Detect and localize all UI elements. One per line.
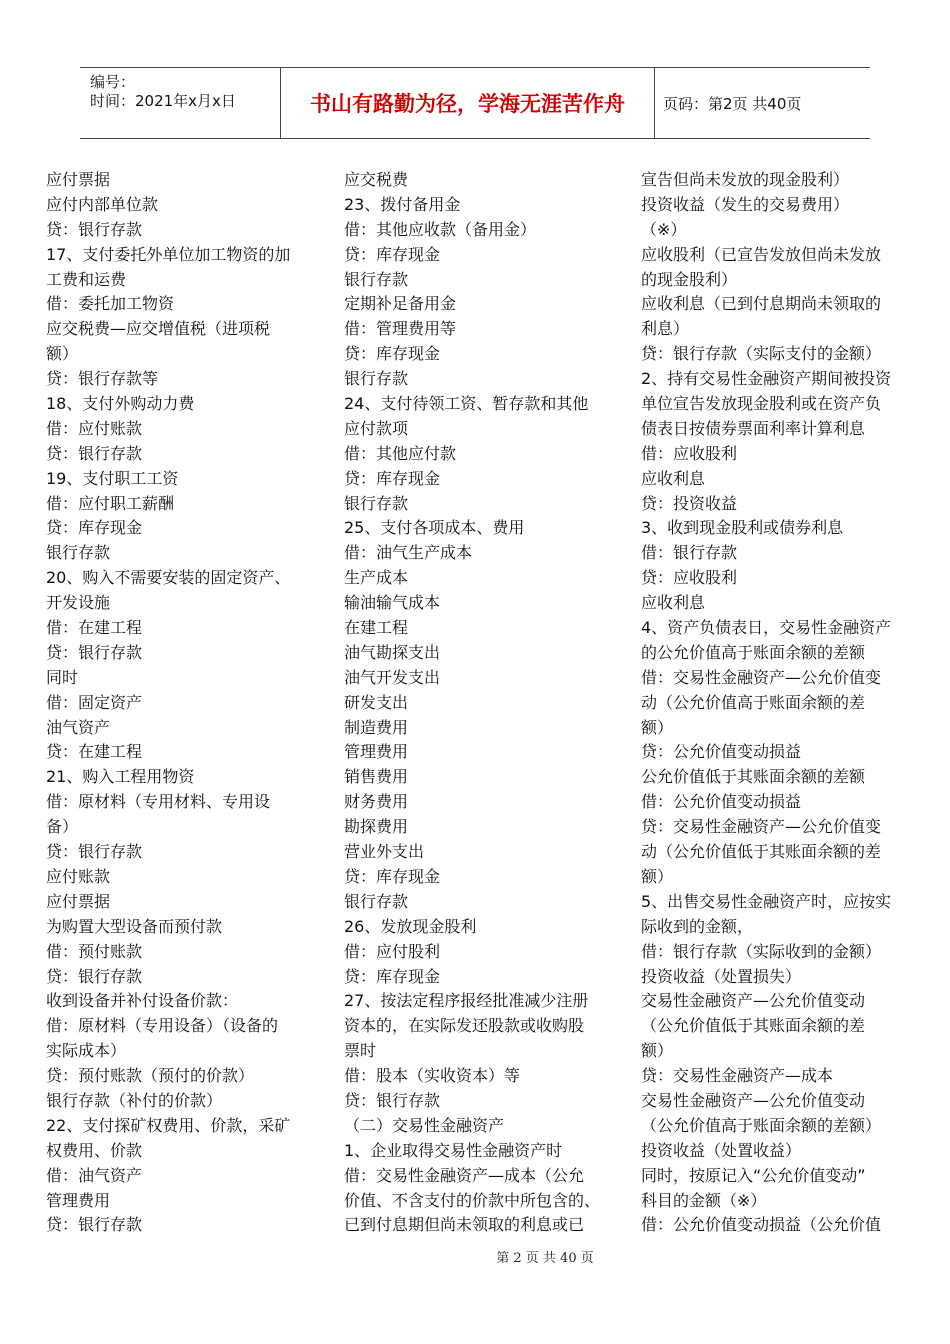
text-line: 额）: [641, 717, 674, 737]
text-line: 应交税费—应交增值税（进项税: [46, 319, 271, 339]
text-line: 18、支付外购动力费: [46, 394, 195, 414]
text-line: 借：应付账款: [46, 418, 143, 438]
text-line: 借：应付职工薪酬: [46, 493, 175, 513]
text-line: 应付票据: [46, 170, 111, 189]
text-line: 已到付息期但尚未领取的利息或已: [344, 1215, 585, 1235]
text-line: 银行存款: [344, 891, 409, 911]
text-line: 贷：库存现金: [344, 344, 441, 364]
text-line: 油气开发支出: [344, 667, 441, 687]
text-column-1: [46, 168, 312, 1238]
text-line: 备）: [46, 817, 79, 837]
text-line: 价值、不含支付的价款中所包含的、: [344, 1190, 601, 1210]
text-line: 贷：银行存款等: [46, 369, 159, 389]
text-line: 营业外支出: [344, 842, 425, 862]
text-line: 19、支付职工工资: [46, 468, 179, 488]
text-line: 输油输气成本: [344, 593, 441, 613]
text-line: 借：股本（实收资本）等: [344, 1066, 521, 1086]
text-line: 借：委托加工物资: [46, 294, 175, 314]
text-line: 制造费用: [344, 717, 409, 737]
text-line: 资本的，在实际发还股款或收购股: [344, 1016, 585, 1036]
text-line: 同时，按原记入“公允价值变动”: [641, 1165, 866, 1185]
text-line: 贷：银行存款: [46, 219, 143, 239]
text-line: 销售费用: [344, 767, 409, 787]
text-line: 实际成本）: [46, 1041, 127, 1061]
text-line: 2、持有交易性金融资产期间被投资: [641, 369, 892, 389]
header-page-cell: [655, 68, 870, 138]
text-line: 贷：银行存款: [46, 966, 143, 986]
text-line: 在建工程: [344, 618, 409, 638]
text-line: 银行存款: [46, 543, 111, 563]
text-line: 生产成本: [344, 568, 409, 588]
text-line: 贷：在建工程: [46, 742, 143, 762]
text-line: 利息）: [641, 319, 690, 339]
text-line: 21、购入工程用物资: [46, 767, 195, 787]
text-line: 借：公允价值变动损益（公允价值: [641, 1215, 882, 1235]
text-line: （※）: [641, 219, 687, 239]
text-line: 勘探费用: [344, 817, 409, 837]
text-line: 应交税费: [344, 170, 409, 189]
text-line: 25、支付各项成本、费用: [344, 518, 525, 538]
text-line: 17、支付委托外单位加工物资的加: [46, 244, 291, 264]
text-line: 贷：银行存款: [46, 443, 143, 463]
text-line: 贷：应收股利: [641, 568, 738, 588]
text-line: 贷：银行存款（实际支付的金额）: [641, 344, 882, 364]
text-line: 26、发放现金股利: [344, 916, 477, 936]
document-number-label: 编号：: [90, 73, 136, 91]
text-line: 应付内部单位款: [46, 194, 159, 214]
text-line: 研发支出: [344, 692, 409, 712]
text-line: 财务费用: [344, 792, 409, 812]
text-line: 工费和运费: [46, 269, 127, 289]
text-column-2: [344, 168, 610, 1238]
header-page-info: 页码：第2页 共40页: [663, 94, 802, 113]
text-line: 额）: [46, 344, 79, 364]
text-line: 借：交易性金融资产—公允价值变: [641, 667, 882, 687]
text-line: 贷：银行存款: [344, 1090, 441, 1110]
text-line: 贷：银行存款: [46, 842, 143, 862]
text-line: 单位宣告发放现金股利或在资产负: [641, 394, 882, 414]
text-column-3: [641, 168, 907, 1238]
text-line: 23、拨付备用金: [344, 194, 461, 214]
motto-text: 书山有路勤为径，学海无涯苦作舟: [310, 91, 625, 116]
header-meta-cell: [80, 68, 281, 138]
text-line: 银行存款: [344, 369, 409, 389]
text-line: 额）: [641, 1041, 674, 1061]
text-line: 收到设备并补付设备价款：: [46, 991, 239, 1011]
text-line: 贷：公允价值变动损益: [641, 742, 802, 762]
text-line: （公允价值低于其账面余额的差: [641, 1016, 866, 1036]
page-header: [80, 67, 870, 139]
text-line: 借：应收股利: [641, 443, 738, 463]
text-line: 应收利息: [641, 593, 706, 613]
text-line: 3、收到现金股利或债券利息: [641, 518, 844, 538]
text-line: 贷：库存现金: [344, 468, 441, 488]
text-line: 借：油气资产: [46, 1165, 143, 1185]
text-line: 动（公允价值高于账面余额的差: [641, 692, 866, 712]
text-line: 管理费用: [344, 742, 409, 762]
text-line: 贷：投资收益: [641, 493, 738, 513]
text-line: 借：原材料（专用设备）（设备的: [46, 1016, 279, 1036]
text-line: 权费用、价款: [46, 1140, 143, 1160]
text-line: （二）交易性金融资产: [344, 1115, 505, 1135]
text-line: （公允价值高于账面余额的差额）: [641, 1115, 882, 1135]
text-line: 借：固定资产: [46, 692, 143, 712]
text-line: 贷：交易性金融资产—公允价值变: [641, 817, 882, 837]
text-line: 投资收益（处置收益）: [641, 1140, 802, 1160]
text-line: 管理费用: [46, 1190, 111, 1210]
text-line: 交易性金融资产—公允价值变动: [641, 991, 866, 1011]
text-line: 1、企业取得交易性金融资产时: [344, 1140, 563, 1160]
text-line: 20、购入不需要安装的固定资产、: [46, 568, 291, 588]
text-line: 银行存款: [344, 269, 409, 289]
text-line: 应收股利（已宣告发放但尚未发放: [641, 244, 882, 264]
text-line: 借：公允价值变动损益: [641, 792, 802, 812]
text-line: 贷：库存现金: [344, 966, 441, 986]
text-line: 投资收益（处置损失）: [641, 966, 802, 986]
text-line: 动（公允价值低于其账面余额的差: [641, 842, 882, 862]
text-line: 借：在建工程: [46, 618, 143, 638]
text-line: 贷：库存现金: [46, 518, 143, 538]
text-line: 借：银行存款: [641, 543, 738, 563]
text-line: 的现金股利）: [641, 269, 738, 289]
header-motto-cell: [281, 68, 655, 138]
text-line: 贷：预付账款（预付的价款）: [46, 1066, 255, 1086]
text-line: 借：其他应收款（备用金）: [344, 219, 537, 239]
text-line: 应付账款: [46, 866, 111, 886]
text-line: 5、出售交易性金融资产时，应按实: [641, 891, 892, 911]
text-line: 4、资产负债表日，交易性金融资产: [641, 618, 892, 638]
text-line: 贷：银行存款: [46, 642, 143, 662]
text-line: 借：预付账款: [46, 941, 143, 961]
text-line: 27、按法定程序报经批准减少注册: [344, 991, 589, 1011]
text-line: 贷：交易性金融资产—成本: [641, 1066, 834, 1086]
text-line: 应付票据: [46, 891, 111, 911]
text-line: 的公允价值高于账面余额的差额: [641, 642, 866, 662]
text-line: 贷：银行存款: [46, 1215, 143, 1235]
text-line: 宣告但尚未发放的现金股利）: [641, 170, 850, 189]
text-line: 投资收益（发生的交易费用）: [641, 194, 850, 214]
text-line: 公允价值低于其账面余额的差额: [641, 767, 866, 787]
text-line: 借：油气生产成本: [344, 543, 473, 563]
text-line: 借：应付股利: [344, 941, 441, 961]
text-line: 银行存款（补付的价款）: [46, 1090, 223, 1110]
text-line: 交易性金融资产—公允价值变动: [641, 1090, 866, 1110]
text-line: 同时: [46, 667, 79, 687]
text-line: 额）: [641, 866, 674, 886]
text-line: 贷：库存现金: [344, 866, 441, 886]
text-line: 24、支付待领工资、暂存款和其他: [344, 394, 589, 414]
text-line: 22、支付探矿权费用、价款，采矿: [46, 1115, 291, 1135]
document-date-label: 时间：2021年x月x日: [90, 92, 236, 110]
text-line: 应收利息（已到付息期尚未领取的: [641, 294, 882, 314]
text-line: 借：其他应付款: [344, 443, 457, 463]
text-line: 开发设施: [46, 593, 111, 613]
text-line: 票时: [344, 1041, 377, 1061]
text-line: 借：交易性金融资产—成本（公允: [344, 1165, 585, 1185]
text-line: 为购置大型设备而预付款: [46, 916, 223, 936]
text-line: 油气勘探支出: [344, 642, 441, 662]
text-line: 银行存款: [344, 493, 409, 513]
text-line: 科目的金额（※）: [641, 1190, 767, 1210]
text-line: 定期补足备用金: [344, 294, 457, 314]
text-line: 贷：库存现金: [344, 244, 441, 264]
text-line: 借：原材料（专用材料、专用设: [46, 792, 271, 812]
text-line: 借：管理费用等: [344, 319, 457, 339]
page-footer: [0, 1247, 950, 1266]
text-line: 应付款项: [344, 418, 409, 438]
text-line: 借：银行存款（实际收到的金额）: [641, 941, 882, 961]
text-line: 际收到的金额，: [641, 916, 754, 936]
text-line: 债表日按债券票面利率计算利息: [641, 418, 866, 438]
text-line: 油气资产: [46, 717, 111, 737]
footer-page-number: 第 2 页 共 40 页: [496, 1251, 594, 1266]
text-line: 应收利息: [641, 468, 706, 488]
